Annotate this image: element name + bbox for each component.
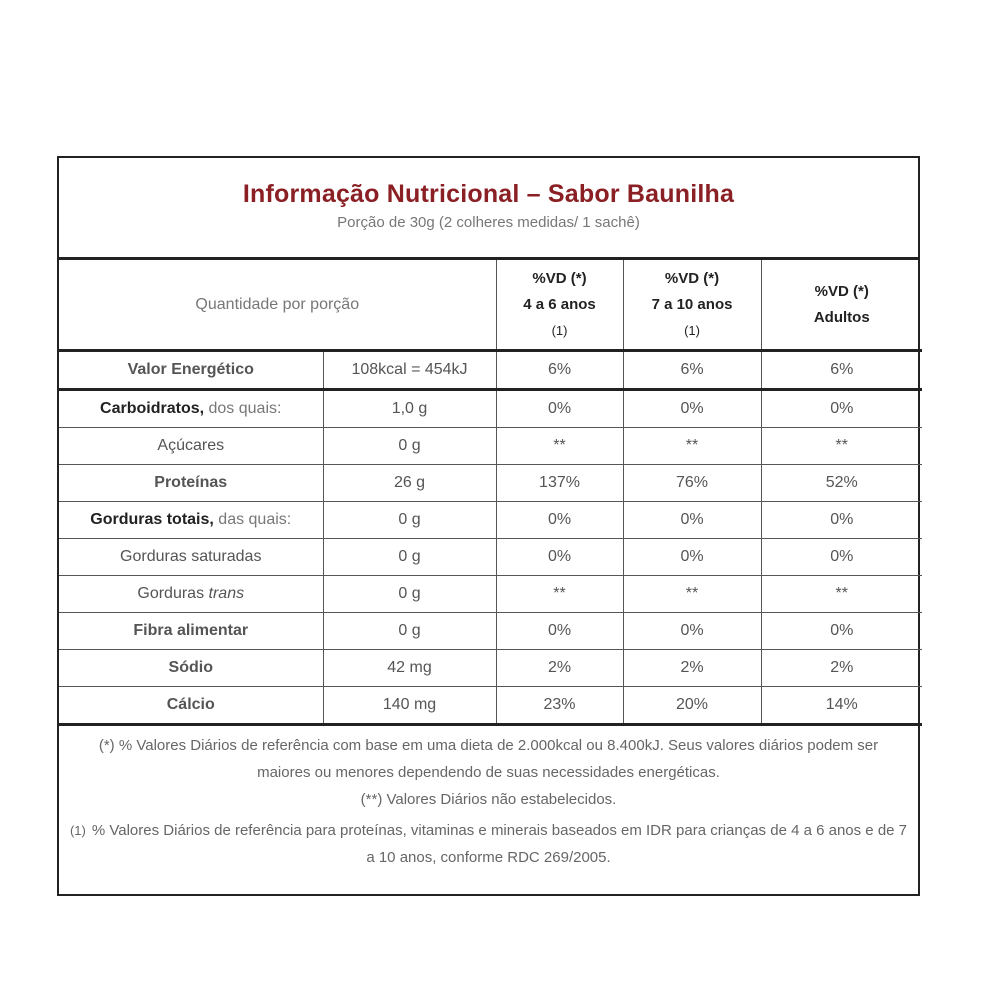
vd-7-10-value: **: [623, 428, 761, 465]
vd-adults-header: [761, 260, 922, 351]
nutrient-name: Fibra alimentar: [59, 613, 323, 650]
vd-4-6-value: 23%: [496, 687, 623, 725]
footnote-idr-text: % Valores Diários de referência para proteínas, vitaminas e minerais baseados em IDR para crianças de 4 a 6 anos e de 7 a 10 anos, conforme RDC 269/2005.: [91, 822, 908, 866]
vd-7-10-value: 0%: [623, 390, 761, 428]
nutrient-name-italic: trans: [208, 585, 245, 602]
nutrient-name: Valor Energético: [59, 351, 323, 390]
nutrient-name-suffix: dos quais:: [204, 400, 282, 417]
vd-4-6-line2: 4 a 6 anos: [523, 295, 596, 313]
vd-7-10-value: 20%: [623, 687, 761, 725]
table-row: [59, 687, 922, 725]
vd-4-6-value: **: [496, 428, 623, 465]
vd-7-10-value: 0%: [623, 539, 761, 576]
footnote-vd: [59, 726, 918, 813]
nutrient-amount: 140 mg: [323, 687, 496, 725]
table-row: [59, 351, 922, 390]
vd-7-10-line1: %VD (*): [664, 269, 720, 287]
vd-4-6-header: [496, 260, 623, 351]
nutrient-name-cell: [59, 390, 323, 428]
vd-7-10-line2: 7 a 10 anos: [651, 295, 733, 313]
footnote-idr: [59, 813, 918, 871]
vd-4-6-value: 0%: [496, 390, 623, 428]
footnote-idr-marker: (1): [69, 823, 86, 838]
footnote-not-established: (**) Valores Diários não estabelecidos.: [360, 791, 617, 808]
vd-4-6-value: 137%: [496, 465, 623, 502]
vd-4-6-value: 2%: [496, 650, 623, 687]
vd-adults-value: 14%: [761, 687, 922, 725]
nutrient-amount: 0 g: [323, 428, 496, 465]
vd-adults-value: 52%: [761, 465, 922, 502]
table-row: [59, 650, 922, 687]
vd-adults-value: **: [761, 576, 922, 613]
nutrient-name: Proteínas: [59, 465, 323, 502]
table-row: [59, 539, 922, 576]
vd-adults-value: 2%: [761, 650, 922, 687]
table-row: [59, 428, 922, 465]
table-row: [59, 576, 922, 613]
vd-4-6-value: 0%: [496, 613, 623, 650]
nutrient-name: Cálcio: [59, 687, 323, 725]
vd-7-10-value: 0%: [623, 613, 761, 650]
table-header-row: [59, 260, 922, 351]
portion-size: Porção de 30g (2 colheres medidas/ 1 sachê): [337, 214, 640, 231]
vd-adults-value: 0%: [761, 390, 922, 428]
vd-4-6-line1: %VD (*): [532, 269, 587, 287]
vd-adults-value: 0%: [761, 502, 922, 539]
vd-4-6-line3: (1): [551, 322, 568, 338]
nutrient-amount: 108kcal = 454kJ: [323, 351, 496, 390]
nutrient-name: Gorduras saturadas: [59, 539, 323, 576]
vd-4-6-value: 6%: [496, 351, 623, 390]
nutrient-name: Gorduras: [137, 585, 205, 602]
nutrient-name: Sódio: [59, 650, 323, 687]
nutrition-table: [59, 260, 922, 726]
nutrient-name-suffix: das quais:: [213, 511, 292, 528]
vd-adults-value: 0%: [761, 613, 922, 650]
nutrient-name: Açúcares: [59, 428, 323, 465]
vd-adults-value: 6%: [761, 351, 922, 390]
panel-title: Informação Nutricional – Sabor Baunilha: [242, 180, 735, 208]
nutrient-amount: 1,0 g: [323, 390, 496, 428]
vd-7-10-header: [623, 260, 761, 351]
vd-7-10-value: **: [623, 576, 761, 613]
footnote-vd-text: (*) % Valores Diários de referência com base em uma dieta de 2.000kcal ou 8.400kJ. Seus valores diários podem ser maiores ou menores dependendo de suas necessidades energéticas.: [98, 737, 879, 781]
table-row: [59, 613, 922, 650]
nutrient-amount: 0 g: [323, 576, 496, 613]
vd-7-10-line3: (1): [684, 322, 700, 338]
nutrition-facts-panel: [57, 156, 920, 896]
nutrient-name-cell: [59, 576, 323, 613]
vd-7-10-value: 76%: [623, 465, 761, 502]
panel-header: [59, 158, 918, 260]
nutrient-amount: 0 g: [323, 502, 496, 539]
vd-adults-value: **: [761, 428, 922, 465]
nutrient-name-cell: [59, 502, 323, 539]
vd-adults-line2: Adultos: [813, 308, 870, 326]
vd-adults-value: 0%: [761, 539, 922, 576]
vd-adults-line1: %VD (*): [814, 282, 869, 300]
nutrient-amount: 0 g: [323, 539, 496, 576]
nutrient-name: Carboidratos,: [100, 400, 205, 417]
table-row: [59, 465, 922, 502]
vd-4-6-value: 0%: [496, 539, 623, 576]
nutrient-amount: 26 g: [323, 465, 496, 502]
nutrient-amount: 42 mg: [323, 650, 496, 687]
table-row: [59, 390, 922, 428]
vd-7-10-value: 6%: [623, 351, 761, 390]
nutrient-amount: 0 g: [323, 613, 496, 650]
vd-4-6-value: **: [496, 576, 623, 613]
vd-4-6-value: 0%: [496, 502, 623, 539]
vd-7-10-value: 2%: [623, 650, 761, 687]
vd-7-10-value: 0%: [623, 502, 761, 539]
nutrient-name: Gorduras totais,: [90, 511, 214, 528]
table-row: [59, 502, 922, 539]
quantity-header: Quantidade por porção: [59, 260, 496, 351]
